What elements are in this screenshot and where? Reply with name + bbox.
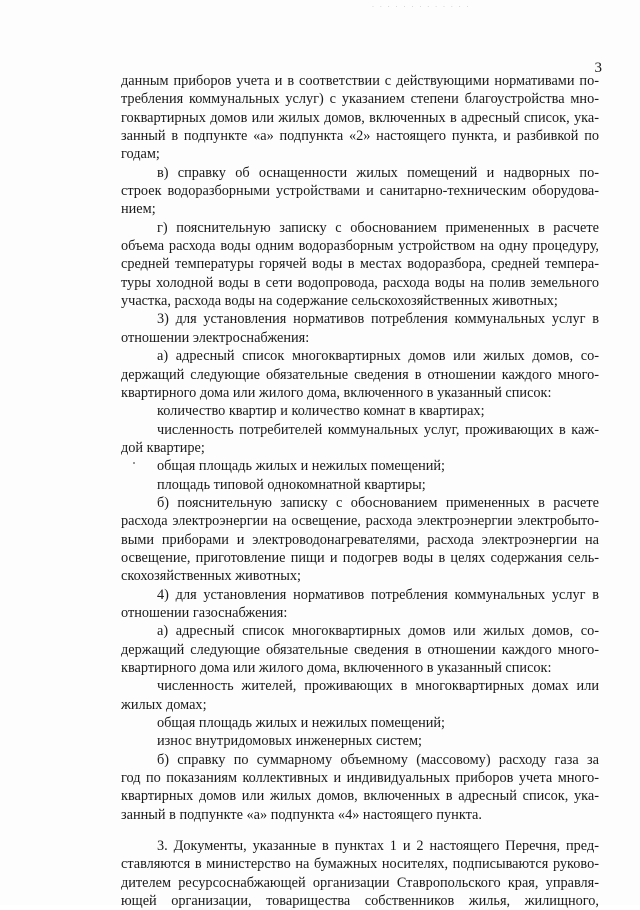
text-line: занный в подпункте «а» подпункта «4» настоящего пункта. <box>121 806 482 823</box>
text-line: скохозяйственных животных; <box>121 568 301 585</box>
paragraph <box>121 457 599 475</box>
text-line: а) адресный список многоквартирных домов или жилых домов, со- <box>157 348 599 365</box>
text-line: занный в подпункте «а» подпункта «2» настоящего пункта, и разбивкой по <box>121 128 599 145</box>
text-line: 4) для установления нормативов потребления коммунальных услуг в <box>157 586 599 603</box>
header-scan-marks: . . . . . . . . . . . . . <box>372 2 471 9</box>
text-line: квартирного дома или жилого дома, включенного в указанный список: <box>121 384 552 401</box>
paragraph <box>121 72 599 164</box>
paragraph <box>121 732 599 750</box>
paragraph <box>121 421 599 458</box>
text-line: ющей организации, товарищества собственников жилья, жилищного, <box>121 893 599 910</box>
text-line: строек водоразборными устройствами и санитарно-техническим оборудова- <box>121 183 599 200</box>
text-line: квартирных домов или жилых домов, включенных в адресный список, ука- <box>121 788 599 805</box>
text-line: выми приборами и электроводонагревателями, расхода электроэнергии на <box>121 531 599 548</box>
text-line: освещение, приготовление пищи и подогрев воды в целях содержания сель- <box>121 549 599 566</box>
text-line: отношении электроснабжения: <box>121 329 310 346</box>
paragraph <box>121 714 599 732</box>
text-line: б) пояснительную записку с обоснованием примененных в расчете <box>157 494 599 511</box>
text-line: ставляются в министерство на бумажных носителях, подписываются руково- <box>121 856 599 873</box>
text-line: общая площадь жилых и нежилых помещений; <box>157 715 445 732</box>
paragraph <box>121 476 599 494</box>
text-line: жилых домах; <box>121 696 207 713</box>
paragraph <box>121 837 599 910</box>
text-line: 3) для установления нормативов потребления коммунальных услуг в <box>157 311 599 328</box>
page-number: 3 <box>594 60 602 76</box>
text-line: количество квартир и количество комнат в квартирах; <box>157 403 485 420</box>
text-line: средней температуры горячей воды в местах водоразбора, средней темпера- <box>121 256 599 273</box>
text-line: год по показаниям коллективных и индивидуальных приборов учета много- <box>121 770 599 787</box>
paragraph <box>121 494 599 586</box>
text-line: б) справку по суммарному объемному (массовому) расходу газа за <box>157 751 599 768</box>
text-line: общая площадь жилых и нежилых помещений; <box>157 458 445 475</box>
paragraph <box>121 347 599 402</box>
text-line: дой квартире; <box>121 439 205 456</box>
document-body <box>121 72 599 910</box>
paragraph-gap <box>121 824 599 837</box>
text-line: объема расхода воды одним водоразборным устройством на одну процедуру, <box>121 238 599 255</box>
text-line: требления коммунальных услуг) с указанием степени благоустройства мно- <box>121 91 599 108</box>
text-line: дителем ресурсоснабжающей организации Ставропольского края, управля- <box>121 874 599 891</box>
paragraph <box>121 310 599 347</box>
paragraph <box>121 164 599 219</box>
text-line: г) пояснительную записку с обоснованием примененных в расчете <box>157 219 599 236</box>
text-line: годам; <box>121 146 160 163</box>
text-line: участка, расхода воды на содержание сельскохозяйственных животных; <box>121 293 558 310</box>
paragraph <box>121 402 599 420</box>
paragraph <box>121 622 599 677</box>
text-line: в) справку об оснащенности жилых помещений и надворных по- <box>157 164 599 181</box>
text-line: численность потребителей коммунальных услуг, проживающих в каж- <box>157 421 599 438</box>
paragraph <box>121 751 599 824</box>
text-line: гоквартирных домов или жилых домов, включенных в адресный список, ука- <box>121 109 599 126</box>
text-line: а) адресный список многоквартирных домов или жилых домов, со- <box>157 623 599 640</box>
text-line: нием; <box>121 201 156 218</box>
text-line: держащий следующие обязательные сведения в отношении каждого много- <box>121 641 599 658</box>
text-line: численность жителей, проживающих в многоквартирных домах или <box>157 678 599 695</box>
text-line: держащий следующие обязательные сведения в отношении каждого много- <box>121 366 599 383</box>
text-line: туры холодной воды в сети водопровода, расхода воды на полив земельного <box>121 274 599 291</box>
text-line: износ внутридомовых инженерных систем; <box>157 733 422 750</box>
text-line: отношении газоснабжения: <box>121 604 288 621</box>
text-line: 3. Документы, указанные в пунктах 1 и 2 настоящего Перечня, пред- <box>157 838 599 855</box>
text-line: расхода электроэнергии на освещение, расхода электроэнергии электробыто- <box>121 513 599 530</box>
paragraph <box>121 586 599 623</box>
text-line: площадь типовой однокомнатной квартиры; <box>157 476 426 493</box>
paragraph <box>121 219 599 311</box>
text-line: квартирного дома или жилого дома, включенного в указанный список: <box>121 660 552 676</box>
text-line: данным приборов учета и в соответствии с действующими нормативами по- <box>121 73 599 89</box>
paragraph <box>121 677 599 714</box>
